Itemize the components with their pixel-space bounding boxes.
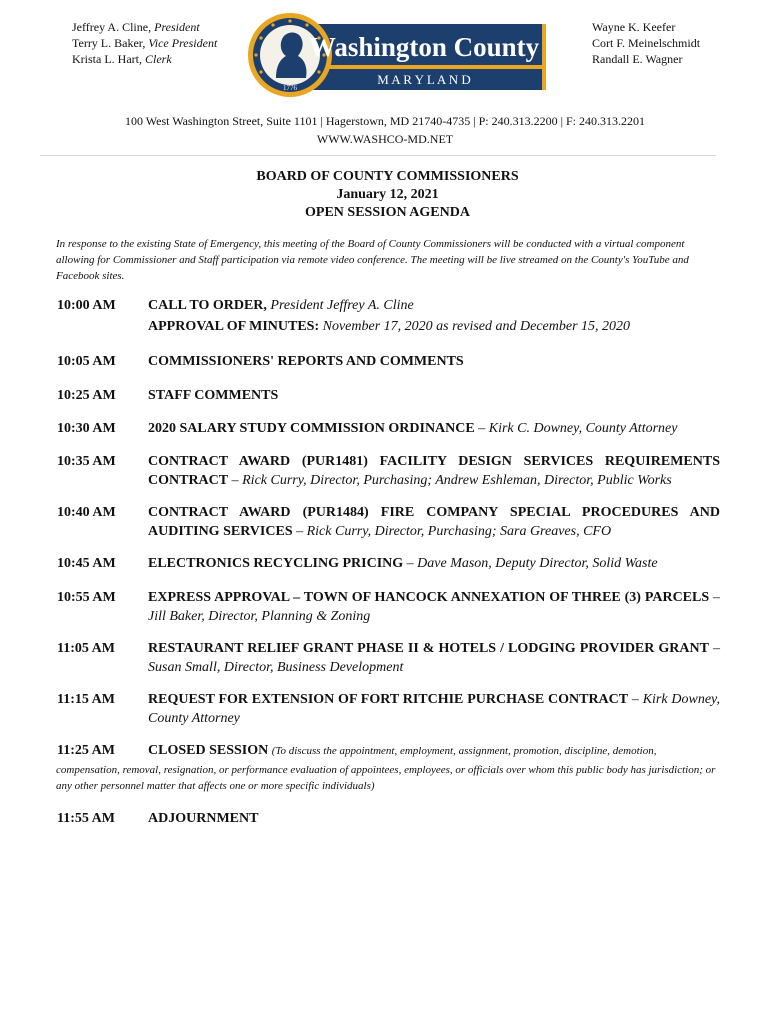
officer-role: Vice President	[148, 36, 218, 50]
officer-line	[72, 51, 217, 67]
agenda-time: 11:25 AM	[57, 743, 115, 758]
agenda-time: 10:55 AM	[57, 590, 116, 605]
officer-name: Cort F. Meinelschmidt	[592, 36, 701, 50]
agenda-item	[57, 386, 720, 405]
header-divider	[40, 155, 716, 156]
agenda-title: ADJOURNMENT	[148, 811, 259, 826]
agenda-time: 10:00 AM	[57, 298, 116, 313]
address-line: 100 West Washington Street, Suite 1101 | Hagerstown, MD 21740-4735 | P: 240.313.2200 | F: 240.313.2201	[124, 114, 646, 128]
agenda-detail: – Kirk Downey, County Attorney	[148, 692, 720, 726]
officer-name: Terry L. Baker,	[72, 36, 146, 50]
agenda-time: 11:05 AM	[57, 641, 115, 656]
agenda-detail: – Jill Baker, Director, Planning & Zoning	[148, 590, 721, 624]
agenda-detail: – Kirk C. Downey, County Attorney	[474, 421, 678, 436]
agenda-time: 11:15 AM	[57, 692, 115, 707]
agenda-title: OPEN SESSION AGENDA	[305, 205, 470, 220]
agenda-time: 10:40 AM	[57, 505, 116, 520]
agenda-detail: – Rick Curry, Director, Purchasing; Andrew Eshleman, Director, Public Works	[228, 473, 672, 488]
agenda-title: RESTAURANT RELIEF GRANT PHASE II & HOTELS / LODGING PROVIDER GRANT	[148, 641, 709, 656]
agenda-item	[57, 452, 720, 490]
officer-role: President	[154, 20, 200, 34]
agenda-title: CONTRACT AWARD (PUR1484) FIRE COMPANY SPECIAL PROCEDURES AND AUDITING SERVICES	[148, 505, 720, 539]
agenda-title: CALL TO ORDER,	[148, 298, 267, 313]
agenda-title: COMMISSIONERS' REPORTS AND COMMENTS	[148, 354, 464, 369]
agenda-heading	[0, 168, 770, 222]
agenda-title: 2020 SALARY STUDY COMMISSION ORDINANCE	[148, 421, 475, 436]
officer-role: Clerk	[144, 52, 172, 66]
agenda-time: 10:05 AM	[57, 354, 116, 369]
agenda-detail: President Jeffrey A. Cline	[266, 298, 414, 313]
agenda-detail: (To discuss the appointment, employment, assignment, promotion, discipline, demotion,	[271, 745, 657, 757]
officer-line	[72, 35, 217, 51]
agenda-item	[57, 554, 720, 573]
officers-right	[592, 19, 700, 67]
agenda-time: 10:30 AM	[57, 421, 116, 436]
officer-name: Randall E. Wagner	[592, 52, 683, 66]
agenda-detail: – Dave Mason, Deputy Director, Solid Waste	[403, 556, 658, 571]
board-title: BOARD OF COUNTY COMMISSIONERS	[256, 169, 519, 184]
agenda-title: EXPRESS APPROVAL – TOWN OF HANCOCK ANNEXATION OF THREE (3) PARCELS	[148, 590, 710, 605]
agenda-detail: – Susan Small, Director, Business Development	[148, 641, 721, 675]
agenda-item	[57, 690, 720, 728]
agenda-title: STAFF COMMENTS	[148, 388, 279, 403]
adjournment-item	[57, 809, 720, 828]
agenda-title: APPROVAL OF MINUTES:	[148, 319, 320, 334]
agenda-time: 10:25 AM	[57, 388, 116, 403]
agenda-detail: – Rick Curry, Director, Purchasing; Sara Greaves, CFO	[292, 524, 612, 539]
county-logo	[246, 12, 550, 98]
meeting-date: January 12, 2021	[336, 187, 439, 202]
closed-session-detail: compensation, removal, resignation, or performance evaluation of appointees, employees, or officials over whom this public body has jurisdiction; or any other personnel matter that affects one or more specific individuals)	[56, 764, 716, 792]
officer-name: Krista L. Hart,	[72, 52, 142, 66]
officers-left	[72, 19, 217, 67]
agenda-item	[57, 352, 720, 371]
agenda-item	[57, 588, 720, 626]
website-link[interactable]: WWW.WASHCO-MD.NET	[316, 132, 454, 146]
agenda-title: REQUEST FOR EXTENSION OF FORT RITCHIE PURCHASE CONTRACT	[148, 692, 629, 707]
agenda-detail: November 17, 2020 as revised and December 15, 2020	[319, 319, 631, 334]
agenda-title: CONTRACT AWARD (PUR1481) FACILITY DESIGN SERVICES REQUIREMENTS CONTRACT	[148, 454, 720, 488]
agenda-item	[57, 296, 720, 336]
agenda-time: 10:35 AM	[57, 454, 116, 469]
emergency-notice: In response to the existing State of Emergency, this meeting of the Board of County Commissioners will be conducted with a virtual component allowing for Commissioner and Staff participation via remote video conference. The meeting will be live streamed on the County's YouTube and Facebook sites.	[56, 238, 689, 282]
agenda-time: 10:45 AM	[57, 556, 116, 571]
officer-name: Wayne K. Keefer	[592, 20, 676, 34]
officer-line	[72, 19, 217, 35]
closed-session-item	[57, 741, 722, 761]
svg-text:Washington County: Washington County	[308, 32, 540, 62]
agenda-title: CLOSED SESSION	[148, 743, 269, 758]
agenda-item	[57, 639, 720, 677]
svg-text:1776: 1776	[283, 84, 297, 92]
agenda-time: 11:55 AM	[57, 811, 115, 826]
agenda-title: ELECTRONICS RECYCLING PRICING	[148, 556, 404, 571]
agenda-item	[57, 419, 720, 438]
svg-text:M A R Y L A N D: M A R Y L A N D	[377, 72, 471, 87]
address-block	[0, 112, 770, 148]
officer-name: Jeffrey A. Cline,	[72, 20, 152, 34]
agenda-item	[57, 503, 720, 541]
